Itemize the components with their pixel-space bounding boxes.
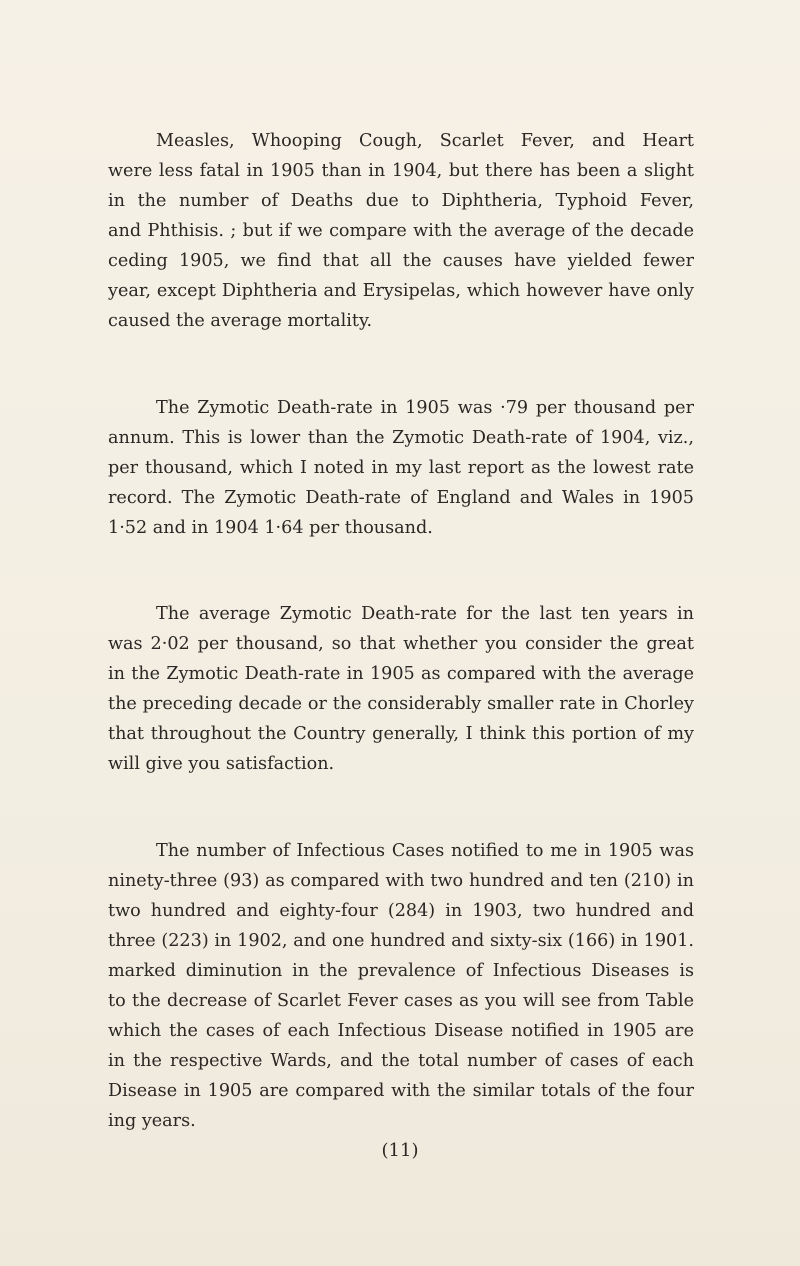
text-line: in the respective Wards, and the total number of cases of each: [108, 1051, 694, 1071]
text-line: to the decrease of Scarlet Fever cases as you will see from Table: [108, 991, 694, 1011]
text-line: ceding 1905, we find that all the causes have yielded fewer: [108, 251, 694, 271]
page-number: (11): [381, 1140, 419, 1161]
text-line: caused the average mortality.: [108, 311, 373, 331]
text-line: The Zymotic Death-rate in 1905 was ·79 per thousand per: [156, 398, 694, 418]
text-line: Measles, Whooping Cough, Scarlet Fever, and Heart: [156, 131, 694, 151]
paragraph-1: [108, 126, 694, 336]
text-line: in the number of Deaths due to Diphtheria, Typhoid Fever,: [108, 191, 694, 211]
text-line: that throughout the Country generally, I think this portion of my: [108, 724, 694, 744]
text-line: which the cases of each Infectious Disease notified in 1905 are: [108, 1021, 694, 1041]
text-line: will give you satisfaction.: [108, 754, 335, 774]
text-line: 1·52 and in 1904 1·64 per thousand.: [108, 518, 433, 538]
text-line: in the Zymotic Death-rate in 1905 as compared with the average: [108, 664, 694, 684]
text-line: The average Zymotic Death-rate for the last ten years in: [156, 604, 694, 624]
text-line: per thousand, which I noted in my last report as the lowest rate: [108, 458, 694, 478]
text-line: was 2·02 per thousand, so that whether you consider the great: [108, 634, 694, 654]
text-line: year, except Diphtheria and Erysipelas, which however have only: [108, 281, 694, 301]
text-line: Disease in 1905 are compared with the similar totals of the four: [108, 1081, 694, 1101]
text-line: were less fatal in 1905 than in 1904, but there has been a slight: [108, 161, 694, 181]
text-line: marked diminution in the prevalence of Infectious Diseases is: [108, 961, 694, 981]
text-line: ninety-three (93) as compared with two hundred and ten (210) in: [108, 871, 694, 891]
paragraph-4: [108, 836, 694, 1136]
paragraph-3: [108, 599, 694, 779]
text-line: ing years.: [108, 1111, 196, 1131]
text-line: two hundred and eighty-four (284) in 1903, two hundred and: [108, 901, 694, 921]
text-line: three (223) in 1902, and one hundred and sixty-six (166) in 1901.: [108, 931, 694, 951]
text-line: The number of Infectious Cases notified to me in 1905 was: [156, 841, 694, 861]
text-line: and Phthisis. ; but if we compare with the average of the decade: [108, 221, 694, 241]
text-line: the preceding decade or the considerably smaller rate in Chorley: [108, 694, 694, 714]
text-line: record. The Zymotic Death-rate of England and Wales in 1905: [108, 488, 694, 508]
text-line: annum. This is lower than the Zymotic Death-rate of 1904, viz.,: [108, 428, 694, 448]
paragraph-2: [108, 393, 694, 543]
